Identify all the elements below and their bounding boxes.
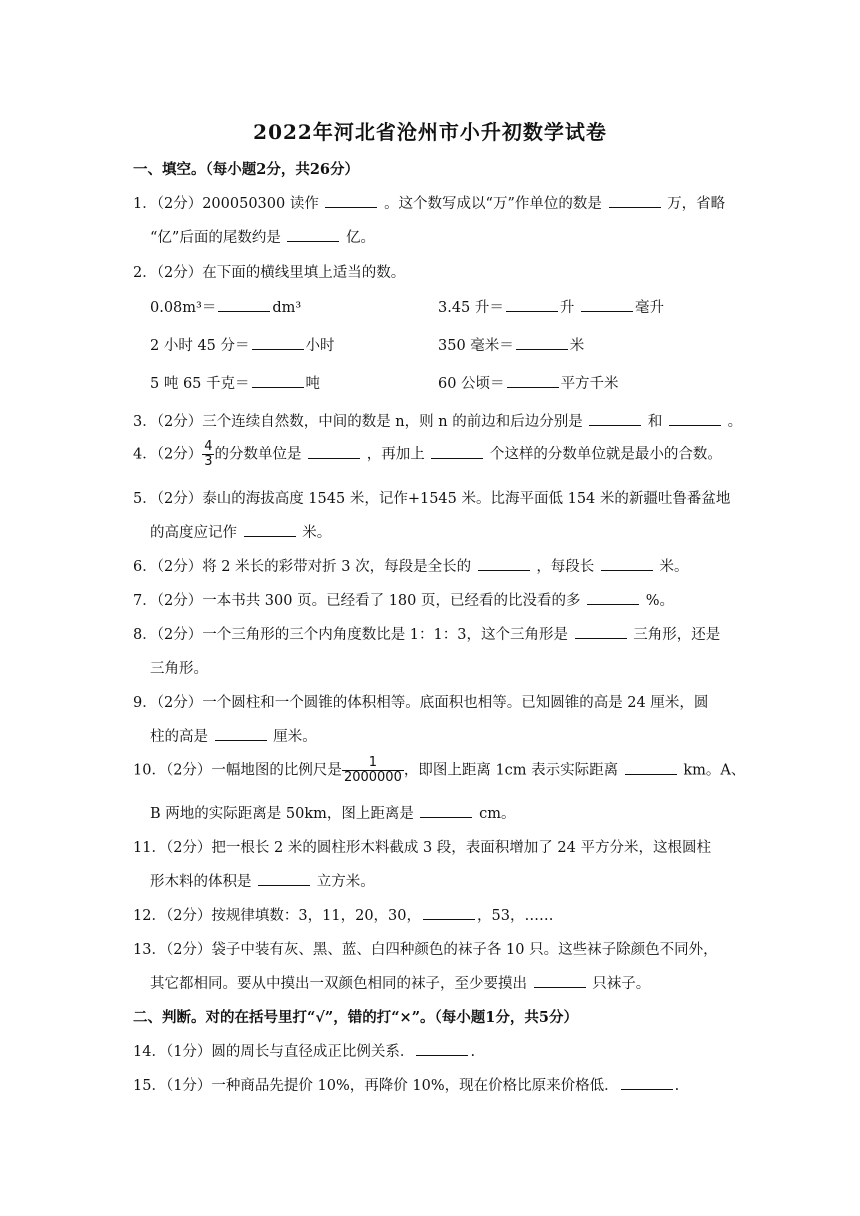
- question-2-item: 5 吨 65 千克＝ 吨: [150, 376, 321, 392]
- question-3-line: 3．（2分）三个连续自然数，中间的数是 n，则 n 的前边和后边分别是 和 。: [133, 414, 743, 430]
- section-judgement-heading: 二、判断。对的在括号里打“√”，错的打“×”。（每小题1分，共5分）: [133, 1009, 578, 1026]
- question-9-line-1: 9．（2分）一个圆柱和一个圆锥的体积相等。底面积也相等。已知圆锥的高是 24 厘米，圆: [133, 695, 709, 711]
- question-5-line-1: 5．（2分）泰山的海拔高度 1545 米，记作+1545 米。比海平面低 154 米的新疆吐鲁番盆地: [133, 491, 731, 507]
- answer-blank[interactable]: [258, 873, 310, 886]
- answer-blank[interactable]: [516, 337, 568, 350]
- answer-blank[interactable]: [287, 229, 339, 242]
- answer-blank[interactable]: [601, 558, 653, 571]
- question-11-line-2: 形木料的体积是 立方米。: [150, 874, 375, 890]
- question-13-line-2: 其它都相同。要从中摸出一双颜色相同的袜子，至少要摸出 只袜子。: [150, 976, 651, 992]
- question-1-line-2: “亿”后面的尾数约是 亿。: [150, 230, 376, 246]
- fraction: $\frac{4}{3}$: [204, 439, 213, 469]
- question-12-line: 12．（2分）按规律填数：3，11，20，30， ，53，……: [133, 908, 554, 924]
- question-1-line-1: 1．（2分）200050300 读作 。这个数写成以“万”作单位的数是 万，省略: [133, 196, 726, 212]
- question-6-line: 6．（2分）将 2 米长的彩带对折 3 次，每段是全长的 ，每段长 米。: [133, 559, 689, 575]
- question-14-line: 14．（1分）圆的周长与直径成正比例关系． .: [133, 1044, 476, 1060]
- answer-blank[interactable]: [625, 762, 677, 775]
- question-13-line-1: 13．（2分）袋子中装有灰、黑、蓝、白四种颜色的袜子各 10 只。这些袜子除颜色不同外，: [133, 942, 718, 958]
- answer-blank[interactable]: [252, 375, 304, 388]
- question-5-line-2: 的高度应记作 米。: [150, 525, 332, 541]
- answer-blank[interactable]: [308, 446, 360, 459]
- answer-blank[interactable]: [589, 413, 641, 426]
- question-15-line: 15．（1分）一种商品先提价 10%，再降价 10%，现在价格比原来价格低． .: [133, 1078, 680, 1094]
- answer-blank[interactable]: [581, 299, 633, 312]
- answer-blank[interactable]: [431, 446, 483, 459]
- question-2-item: 3.45 升＝ 升 毫升: [438, 300, 665, 316]
- answer-blank[interactable]: [587, 592, 639, 605]
- answer-blank[interactable]: [218, 299, 270, 312]
- answer-blank[interactable]: [252, 337, 304, 350]
- answer-blank[interactable]: [420, 805, 472, 818]
- question-2-item: 350 毫米＝ 米: [438, 338, 585, 354]
- scale-fraction: $\frac{1}{2000000}$: [343, 755, 402, 785]
- question-2-item: 2 小时 45 分＝ 小时: [150, 338, 335, 354]
- answer-blank[interactable]: [669, 413, 721, 426]
- question-11-line-1: 11．（2分）把一根长 2 米的圆柱形木料截成 3 段，表面积增加了 24 平方分米，这根圆柱: [133, 840, 711, 856]
- question-9-line-2: 柱的高是 厘米。: [150, 729, 317, 745]
- answer-blank[interactable]: [609, 195, 661, 208]
- answer-blank[interactable]: [215, 728, 267, 741]
- question-8-line-1: 8．（2分）一个三角形的三个内角度数比是 1：1：3，这个三角形是 三角形，还是: [133, 627, 721, 643]
- question-2-item: 0.08m³＝ dm³: [150, 300, 302, 316]
- question-2-line: 2．（2分）在下面的横线里填上适当的数。: [133, 265, 406, 281]
- answer-blank[interactable]: [534, 975, 586, 988]
- section-fill-in-heading: 一、填空。（每小题2分，共26分）: [133, 161, 360, 178]
- answer-blank[interactable]: [507, 375, 559, 388]
- question-7-line: 7．（2分）一本书共 300 页。已经看了 180 页，已经看的比没看的多 %。: [133, 593, 674, 609]
- exam-title: 2022年河北省沧州市小升初数学试卷: [253, 120, 607, 144]
- answer-blank[interactable]: [478, 558, 530, 571]
- answer-blank[interactable]: [423, 907, 475, 920]
- question-4-line: 4．（2分） $\frac{4}{3}$ 的分数单位是 ，再加上 个这样的分数单位就是最小的合数。: [133, 439, 722, 469]
- answer-blank[interactable]: [506, 299, 558, 312]
- answer-blank[interactable]: [244, 524, 296, 537]
- question-10-line-1: 10．（2分）一幅地图的比例尺是 $\frac{1}{2000000}$ ，即图上距离 1cm 表示实际距离 km。A、: [133, 755, 746, 785]
- answer-blank[interactable]: [325, 195, 377, 208]
- question-10-line-2: B 两地的实际距离是 50km，图上距离是 cm。: [150, 806, 516, 822]
- answer-blank[interactable]: [575, 626, 627, 639]
- answer-blank[interactable]: [416, 1043, 468, 1056]
- question-8-line-2: 三角形。: [150, 661, 208, 677]
- answer-blank[interactable]: [621, 1077, 673, 1090]
- question-2-item: 60 公顷＝ 平方千米: [438, 376, 619, 392]
